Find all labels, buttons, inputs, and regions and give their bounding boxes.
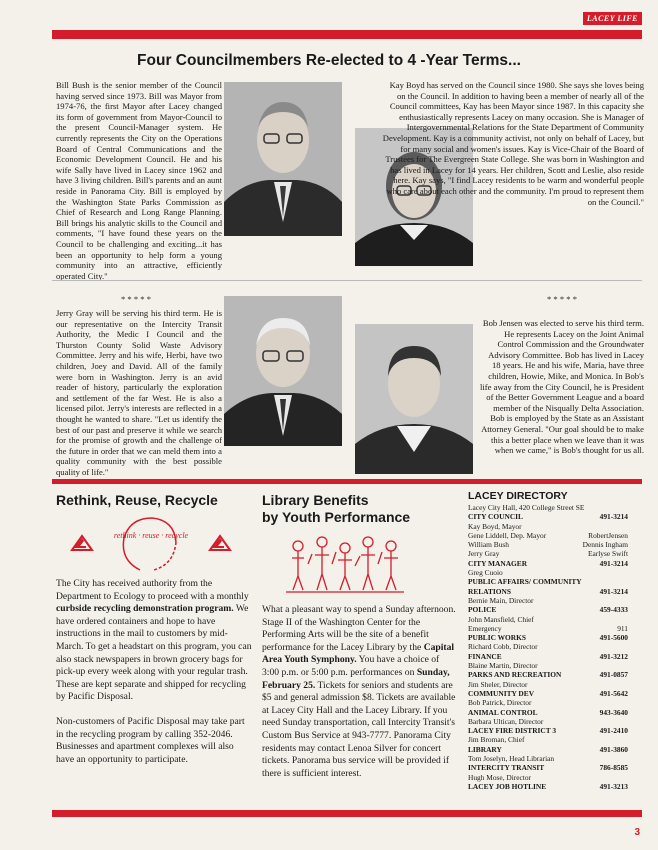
directory-row-value: 491-5642 [599, 688, 628, 698]
directory-row-label: LIBRARY [468, 744, 502, 754]
directory-row-label: INTERCITY TRANSIT [468, 763, 545, 773]
photo-jerry-gray [224, 296, 342, 446]
directory-row-value: 786-8585 [599, 763, 628, 773]
directory-row [468, 745, 628, 754]
directory-row-value: 491-3214 [599, 512, 628, 522]
directory-row-label: COMMUNITY DEV [468, 688, 535, 698]
directory-row [468, 522, 628, 531]
mid-divider [52, 280, 642, 281]
directory-row-value: 943-3640 [599, 707, 628, 717]
bob-jensen-text: Bob Jensen was elected to serve his third term. He represents Lacey on the Joint Animal Control Commission and the Groundwater Advisory Committee. Bob has lived in Lacey 18 years. He and his wife, Maria, have three children, Howie, Mike, and Monica. In Bob's life away from the City Council, he is President of the Better Government League and a board member of the Nisqually Delta Association. Bob is employed by the State as an Assistant Attorney General. "Our goal should be to make this a better place when we leave than it was when we came," is Bob's thought for us all. [480, 318, 644, 456]
directory-row-label: Tom Joselyn, Head Librarian [468, 754, 555, 764]
directory-row [468, 726, 628, 735]
directory-row-label: Jerry Gray [468, 549, 500, 559]
directory-row [468, 503, 628, 512]
bill-bush-text: Bill Bush is the senior member of the Council having served since 1973. Bill was Mayor from 1974-76, the first Mayor after Lacey changed its form of government from Mayor-Council to the present Council-Manager system. He currently represents the City on the Operations Board of Central Communications and the Economic Development Council. He and his wife Sally have lived in Lacey since 1962 and have 3 living children. Bill's parents and an aunt reside in Panorama City. Bill is employed by the Washington State Parks Commission as Chief of Research and Long Range Planning. Bill brings his analytic skills to the Council and comments, "I have found these years on the Council to be challenging and exciting...it has been an opportunity to help form a young community into an attractive, efficiently operated City." [56, 80, 222, 281]
directory-row-value: 491-2410 [599, 726, 628, 736]
photo-bob-jensen [355, 324, 473, 474]
library-article [262, 604, 458, 792]
directory-row-label: CITY MANAGER [468, 558, 528, 568]
library-paragraph: What a pleasant way to spend a Sunday afternoon. Stage II of the Washington Center for the Performing Arts will be the site of a benefit performance for the Lacey Library by the Capital Area Youth Symphony. You have a choice of 3:00 p.m. or 5:00 p.m. performances on Sunday, February 25. Tickets for seniors and students are $5 and general admission $8. Tickets are available at Lacey City Hall and the Lacey Library. If you need Sunday transportation, call Intercity Transit's Custom Bus Service at 943-7777. Panorama City residents may contact Lenoa Silver for concert tickets. Panorama bus service will be provided if there is sufficient interest. [262, 604, 456, 779]
recycle-paragraph-1: The City has received authority from the Department to Ecology to proceed with a monthly curbside recycling demonstration program. We have ordered containers and hope to have instructions in the mail to customers by mid-March. To get a headstart on this program, you can also stack newspapers in brown grocery bags for pick-up every week along with your regular trash. These are kept separate and shipped for recycling by Pacific Disposal. [56, 578, 252, 703]
directory-row [468, 782, 628, 791]
directory-row [468, 559, 628, 568]
directory-row [468, 680, 628, 689]
directory-row-value: 491-3860 [599, 744, 628, 754]
directory-row-label: Jim Broman, Chief [468, 735, 525, 745]
jerry-gray-bio [56, 308, 222, 478]
directory-row [468, 735, 628, 744]
directory-row-label: Jim Sheler, Director [468, 679, 528, 689]
photo-bill-bush [224, 82, 342, 236]
top-accent-bar [52, 30, 642, 39]
directory-row-label: Blaine Martin, Director [468, 661, 538, 671]
directory-row-value: Earlyse Swift [587, 549, 628, 559]
directory-row-label: Hugh Mose, Director [468, 772, 532, 782]
directory-row-label: Kay Boyd, Mayor [468, 521, 522, 531]
separator-stars-right: * * * * * [546, 294, 578, 304]
directory-row-label: CITY COUNCIL [468, 512, 523, 522]
directory-row [468, 605, 628, 614]
page-number: 3 [634, 827, 640, 838]
directory-row-label: Greg Cuoio [468, 568, 503, 578]
recycle-logo-text: rethink · reuse · recycle [113, 531, 189, 540]
library-heading-line-1: Library Benefits [262, 492, 369, 508]
directory-title: LACEY DIRECTORY [468, 490, 568, 502]
directory-row-label: Bob Patrick, Director [468, 698, 532, 708]
directory-row-label: PARKS AND RECREATION [468, 670, 562, 680]
publication-tag: LACEY LIFE [583, 12, 642, 25]
orchestra-illustration [282, 528, 408, 596]
directory-row-value: 491-3212 [599, 651, 628, 661]
directory-row-label: Richard Cobb, Director [468, 642, 538, 652]
directory-row-label: John Mansfield, Chief [468, 614, 534, 624]
directory-row [468, 642, 628, 651]
directory-row [468, 689, 628, 698]
directory-row-value: 491-0857 [599, 670, 628, 680]
directory-list [468, 503, 628, 791]
directory-row-label: ANIMAL CONTROL [468, 707, 538, 717]
directory-row-label: RELATIONS [468, 586, 511, 596]
library-heading [262, 492, 462, 526]
recycle-paragraph-2: Non-customers of Pacific Disposal may take part in the recycling program by calling 352-2046. Businesses and apartment complexes will also have an opportunity to participate. [56, 715, 245, 765]
directory-row-label: POLICE [468, 605, 497, 615]
recycle-article [56, 578, 252, 778]
bob-jensen-bio [480, 318, 644, 456]
directory-row-label: William Bush [468, 540, 509, 550]
directory-row [468, 652, 628, 661]
section-divider-bar [52, 479, 642, 484]
directory-row-label: PUBLIC WORKS [468, 633, 526, 643]
directory-row-value: 491-5600 [599, 633, 628, 643]
directory-row [468, 540, 628, 549]
directory-row [468, 568, 628, 577]
recycle-heading: Rethink, Reuse, Recycle [56, 492, 218, 508]
directory-row-label: FINANCE [468, 651, 502, 661]
directory-row [468, 661, 628, 670]
page-headline: Four Councilmembers Re-elected to 4 -Year Terms... [137, 52, 521, 69]
directory-row [468, 754, 628, 763]
library-heading-line-2: by Youth Performance [262, 509, 411, 525]
directory-row [468, 587, 628, 596]
directory-row [468, 698, 628, 707]
directory-row-value: RobertJensen [588, 530, 628, 540]
directory-row-label: Emergency [468, 623, 502, 633]
directory-row [468, 708, 628, 717]
directory-row [468, 624, 628, 633]
directory-row [468, 670, 628, 679]
directory-row [468, 763, 628, 772]
directory-row-label: LACEY JOB HOTLINE [468, 781, 547, 791]
directory-row-label: Lacey City Hall, 420 College Street SE [468, 503, 585, 512]
directory-row [468, 717, 628, 726]
directory-row [468, 512, 628, 521]
directory-row-label: Barbara Ultican, Director [468, 716, 544, 726]
kay-boyd-text: Kay Boyd has served on the Council since 1980. She says she loves being on the Council. In addition to having been a member of nearly all of the Council committees, Kay has been Mayor since 1987. In this capacity she enthusiastically represents Lacey on many occasion. She is Manager of Intergovernmental Relations for the State Department of Community Development. Kay is a community activist, not only on behalf of Lacey, but for many social and women's issues. Kay is Vice-Chair of the Board of Trustees for The Evergreen State College. She was born in Washington and has lived in Lacey for 14 years. Her children, Scott and Leslie, also reside here. Kay says, "I find Lacey residents to be warm and wonderful people who care about each other and the community. I'm proud to represent them on the Council." [382, 80, 644, 207]
directory-row [468, 596, 628, 605]
directory-row-value: 459-4333 [599, 605, 628, 615]
directory-row [468, 549, 628, 558]
kay-boyd-bio [382, 80, 644, 207]
separator-stars-left: * * * * * [120, 294, 152, 304]
directory-row-label: Bernie Main, Director [468, 595, 534, 605]
directory-row [468, 615, 628, 624]
bottom-accent-bar [52, 810, 642, 817]
directory-row [468, 633, 628, 642]
directory-row-value: Dennis Ingham [582, 540, 628, 550]
directory-row-label: LACEY FIRE DISTRICT 3 [468, 726, 557, 736]
directory-row-value: 491-3214 [599, 558, 628, 568]
directory-row-value: 491-3214 [599, 586, 628, 596]
jerry-gray-text: Jerry Gray will be serving his third term. He is our representative on the Intercity Transit Authority, the Medic I Council and the Thurston County Solid Waste Advisory Committee. Jerry and his wife, Herbi, have two children, Joey and David. All of the family were born in Washington. Jerry is an avid reader of history, particularly the exploration and settlement of the far West. He is also a licensed pilot. Jerry's interests are reflected in a thought he wanted to share. "Let us identify the best of our past and preserve it while we search for the promise of growth and the challenge of the future in order that we can meld them into a quality community with the best possible quality of life." [56, 308, 222, 477]
directory-row-label: PUBLIC AFFAIRS/ COMMUNITY [468, 577, 582, 587]
directory-row-value: 491-3213 [599, 781, 628, 791]
directory-row-label: Gene Liddell, Dep. Mayor [468, 530, 547, 540]
directory-row-value: 911 [617, 623, 628, 633]
lacey-directory [468, 490, 628, 791]
directory-row [468, 577, 628, 586]
recycle-logo [60, 508, 240, 580]
directory-row [468, 773, 628, 782]
directory-row [468, 531, 628, 540]
